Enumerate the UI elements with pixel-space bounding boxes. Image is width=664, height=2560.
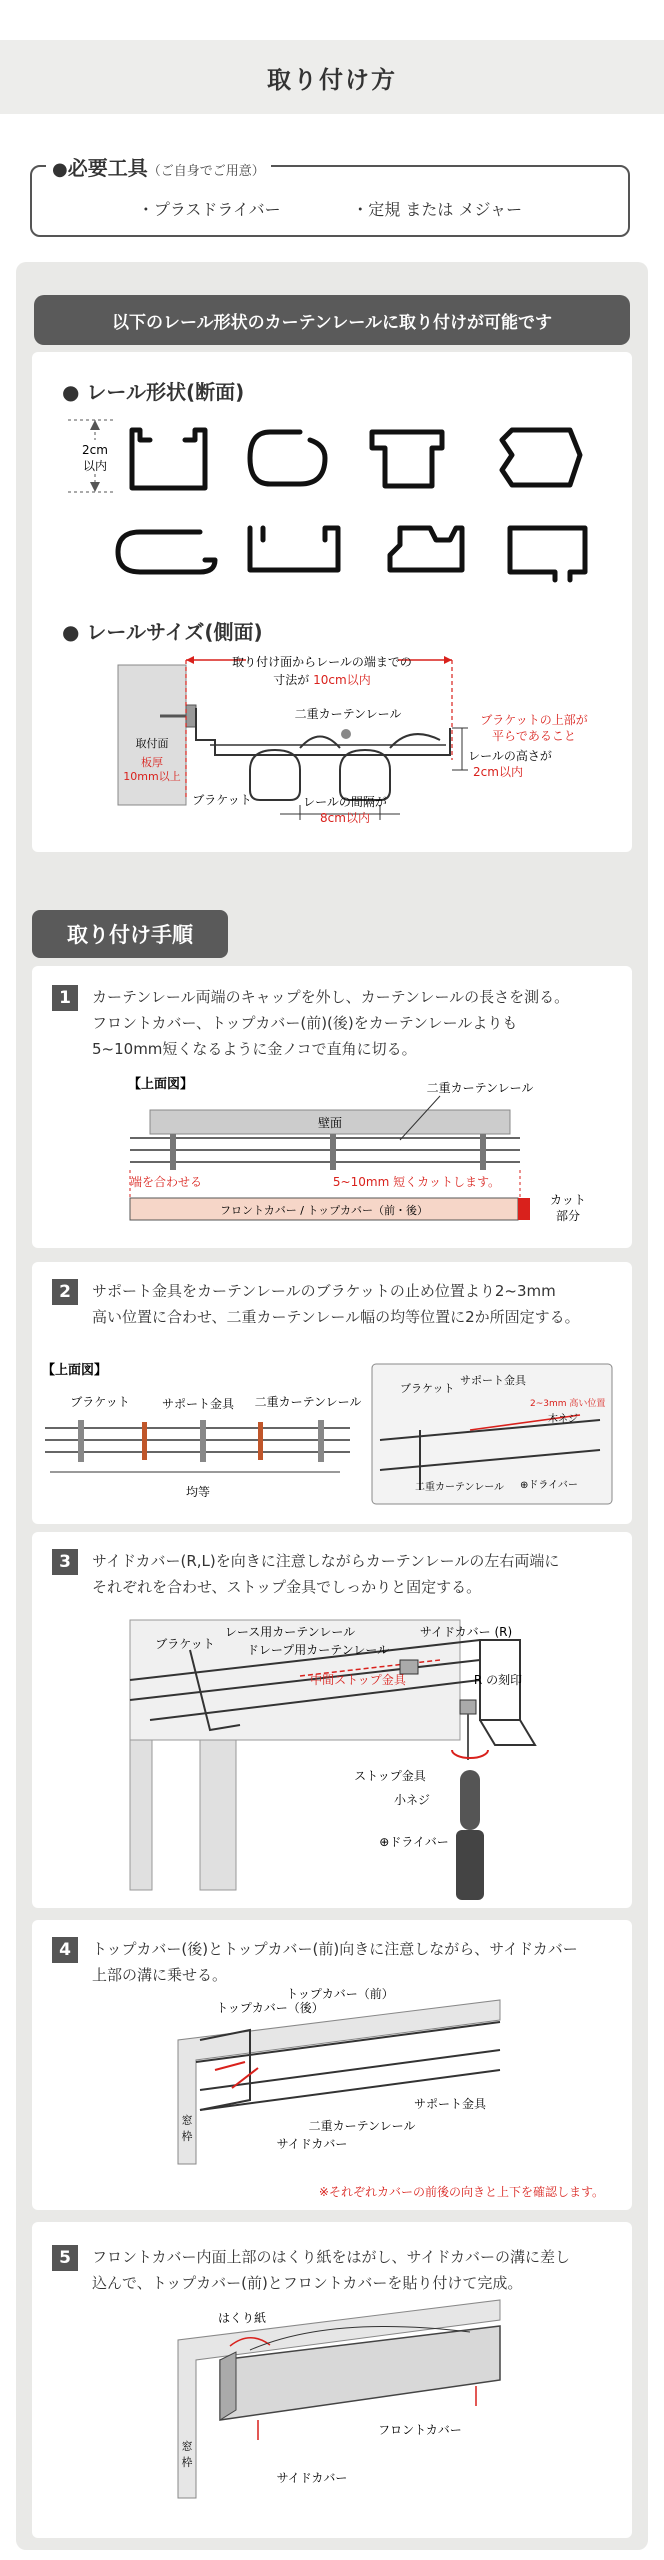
step-3-bracket: ブラケット [155,1637,215,1651]
step-2-driver: ⊕ドライバー [520,1480,578,1491]
step-4-note: ※それぞれカバーの前後の向きと上下を確認します。 [318,2185,604,2199]
step-1-double-rail: 二重カーテンレール [426,1081,534,1095]
dim-label-2cm: 2cm [82,443,108,457]
step-4-text-2: 上部の溝に乗せる。 [92,1966,228,1984]
step-4-double-rail: 二重カーテンレール [308,2119,416,2133]
step-3-small-screw: 小ネジ [393,1793,431,1807]
step-2-text-2: 高い位置に合わせ、二重カーテンレール幅の均等位置に2か所固定する。 [92,1308,580,1326]
label-height-1: レールの高さが [468,749,552,763]
compatibility-banner: 以下のレール形状のカーテンレールに取り付けが可能です [34,295,630,345]
step-3-text-2: それぞれを合わせ、ストップ金具でしっかりと固定する。 [92,1578,482,1596]
label-top-note-2a: 寸法が [273,673,310,687]
page-title: 取り付け方 [267,65,397,94]
label-height-2: 2cm以内 [473,765,523,779]
rail-shape-heading: ● レール形状(断面) [62,380,245,404]
step-1-align: 端を合わせる [130,1175,203,1189]
step-4-top-back: トップカバー（後） [216,2001,324,2015]
step-2-number: 2 [52,1279,78,1305]
tool-item-driver: ・プラスドライバー [137,200,281,219]
step-2-text-1: サポート金具をカーテンレールのブラケットの止め位置より2~3mm [92,1282,556,1300]
step-4-support: サポート金具 [413,2097,487,2111]
step-5-front-cover: フロントカバー [378,2423,462,2437]
label-spacing-2: 8cm以内 [320,811,370,825]
step-4-text-1: トップカバー(後)とトップカバー(前)向きに注意しながら、サイドカバー [92,1940,578,1958]
step-1-wall: 壁面 [317,1116,343,1130]
step-3-stop: ストップ金具 [354,1769,426,1783]
tool-item-ruler: ・定規 または メジャー [352,200,523,219]
step-5-text-2: 込んで、トップカバー(前)とフロントカバーを貼り付けて完成。 [92,2274,523,2292]
step-3-drape-rail: ドレープ用カーテンレール [246,1643,390,1657]
step-3-r-mark: R の刻印 [473,1673,523,1687]
step-2-support-r: サポート金具 [460,1374,526,1387]
step-5-side-cover: サイドカバー [276,2471,348,2485]
step-4-number: 4 [52,1937,78,1963]
step-2-double-rail-r: 二重カーテンレール [415,1482,505,1493]
step-2-higher: 2~3mm 高い位置 [530,1399,606,1409]
step-3-driver: ⊕ドライバー [379,1835,449,1849]
step-3-side-cover: サイドカバー (R) [419,1625,513,1639]
step-1-text-3: 5~10mm短くなるように金ノコで直角に切る。 [92,1040,417,1058]
label-mount-surface: 取付面 [135,737,169,750]
label-flat-1: ブラケットの上部が [480,713,588,727]
step-4-window: 窓 [181,2114,193,2127]
step-1-text-2: フロントカバー、トップカバー(前)(後)をカーテンレールよりも [92,1014,518,1032]
step-3-number: 3 [52,1549,78,1575]
step-4-side-cover: サイドカバー [276,2137,348,2151]
step-1-cut-2: 部分 [556,1209,581,1223]
step-5-frame: 枠 [181,2456,193,2469]
dim-label-within: 以内 [82,459,108,473]
step-1-top-view: 【上面図】 [128,1077,194,1092]
step-1-text-1: カーテンレール両端のキャップを外し、カーテンレールの長さを測る。 [92,988,570,1006]
step-4-frame: 枠 [181,2130,193,2143]
step-5-release-paper: はくり紙 [217,2311,267,2325]
step-1-cut-1: カット [550,1193,586,1207]
label-top-note-1: 取り付け面からレールの端までの [232,655,412,669]
step-2-equal: 均等 [185,1485,211,1499]
steps-heading: 取り付け手順 [32,910,228,958]
step-3-lace-rail: レース用カーテンレール [224,1625,356,1639]
step-3-text-1: サイドカバー(R,L)を向きに注意しながらカーテンレールの左右両端に [92,1552,560,1570]
tools-note: （ご自身でご用意） [147,164,265,179]
step-5-number: 5 [52,2245,78,2271]
tools-heading-text: 必要工具 [67,156,148,180]
step-5-window: 窓 [181,2440,193,2453]
step-1-cover: フロントカバー / トップカバー（前・後） [220,1204,428,1217]
step-3-middle-stop: 中間ストップ金具 [310,1673,406,1687]
label-bracket: ブラケット [192,793,252,807]
step-2-double-rail: 二重カーテンレール [254,1395,362,1409]
step-4-top-front: トップカバー（前） [286,1987,394,2001]
label-thickness-1: 板厚 [141,756,163,769]
bullet-icon: ● [52,159,68,180]
step-2-wood-screw: 木ネジ [548,1414,578,1425]
step-1-cut-note: 5~10mm 短くカットします。 [332,1175,500,1189]
step-2-bracket: ブラケット [70,1395,130,1409]
label-thickness-2: 10mm以上 [123,770,181,783]
step-1-number: 1 [52,985,78,1011]
label-double-rail: 二重カーテンレール [294,707,402,721]
label-spacing-1: レールの間隔が [303,795,387,809]
step-2-top-view: 【上面図】 [42,1363,108,1378]
step-2-support: サポート金具 [161,1397,235,1411]
label-top-note-2b: 10cm以内 [313,673,371,687]
step-5-text-1: フロントカバー内面上部のはくり紙をはがし、サイドカバーの溝に差し [92,2248,571,2266]
rail-size-heading: ● レールサイズ(側面) [62,620,263,644]
step-2-bracket-r: ブラケット [400,1382,455,1395]
label-flat-2: 平らであること [492,729,576,743]
